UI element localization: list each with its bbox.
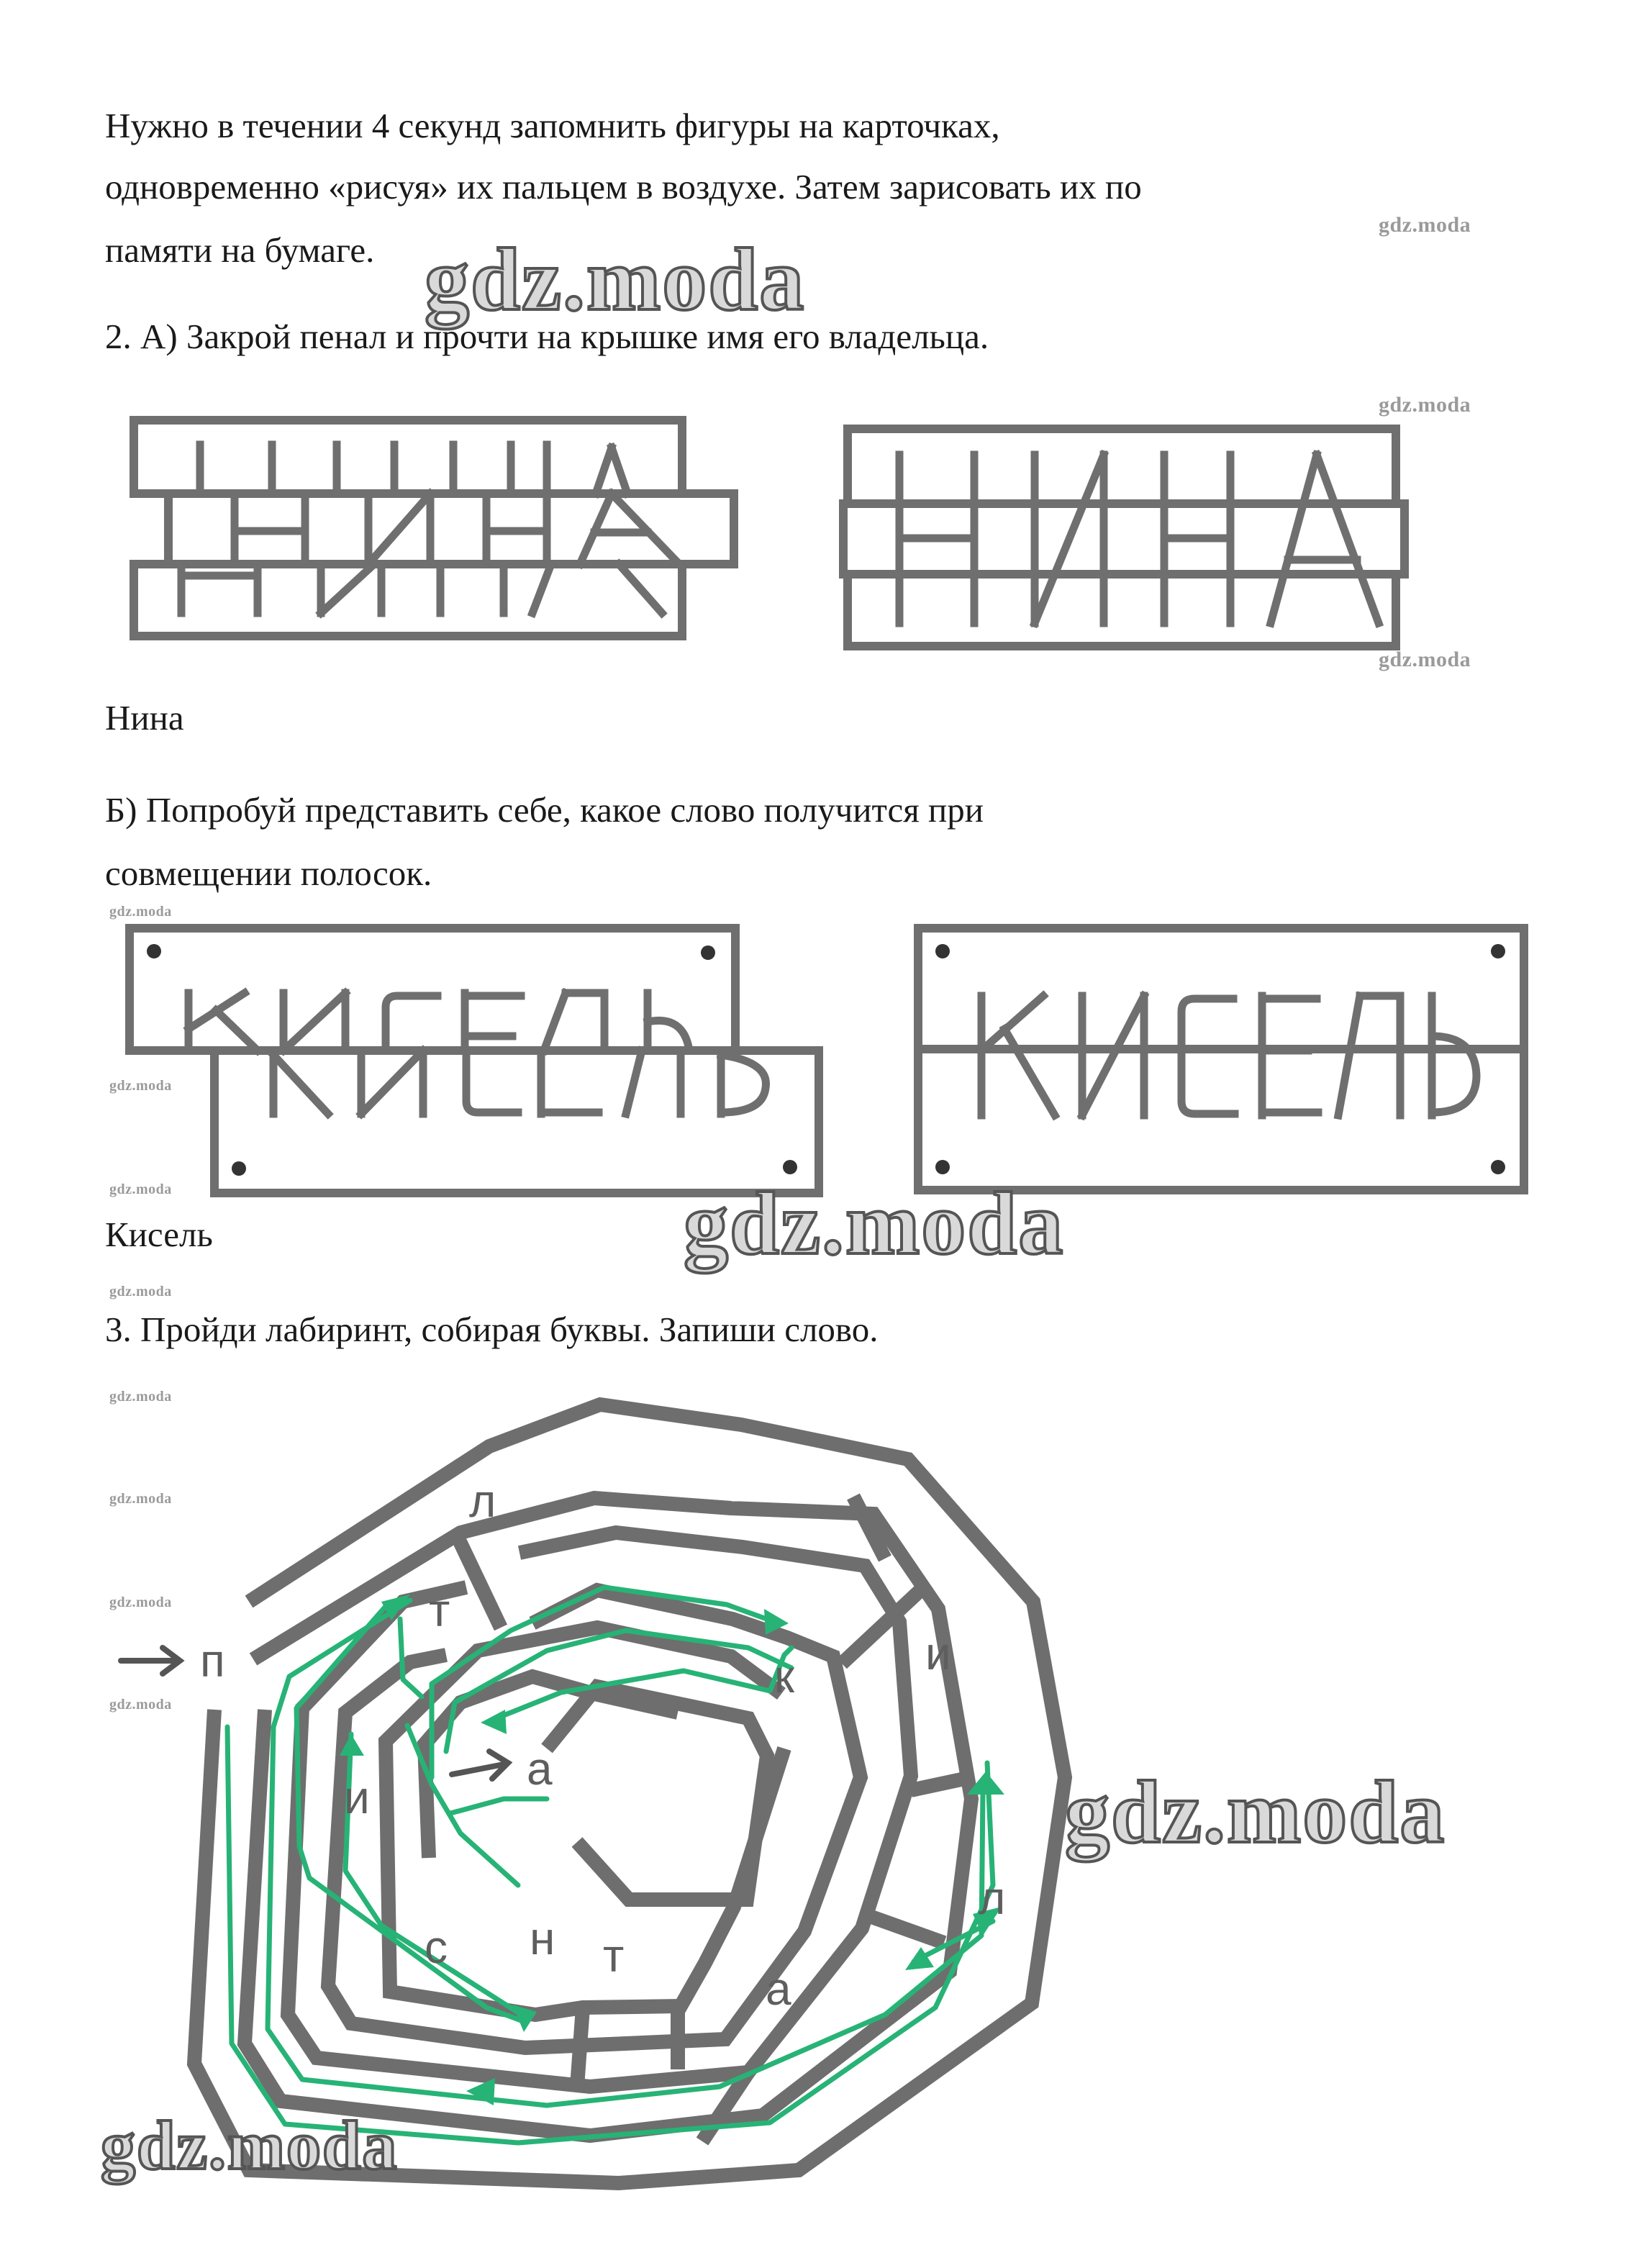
pencil-case-open (134, 420, 734, 636)
task2a-question: 2. А) Закрой пенал и прочти на крышке имя его владельца. (105, 317, 989, 356)
maze-letter-a2: а (766, 1963, 791, 2015)
maze-letter-a1: а (527, 1743, 553, 1795)
watermark: gdz.moda (109, 1389, 172, 1405)
watermark-large: gdz.moda (101, 2107, 399, 2184)
watermark: gdz.moda (109, 1697, 172, 1713)
watermark: gdz.moda (1379, 213, 1471, 237)
task1-line-2: одновременно «рисуя» их пальцем в воздухе. Затем зарисовать их по (105, 167, 1142, 207)
maze-letter-s: с (425, 1921, 448, 1973)
watermark: gdz.moda (109, 904, 172, 920)
maze-letter-t1: т (429, 1584, 450, 1636)
watermark: gdz.moda (109, 1595, 172, 1610)
maze (121, 1405, 1065, 2183)
task1-line-3: памяти на бумаге. (105, 230, 375, 270)
pencil-case-closed (843, 429, 1405, 646)
maze-letter-k: к (774, 1651, 794, 1702)
task3-question: 3. Пройди лабиринт, собирая буквы. Запиши слово. (105, 1310, 879, 1349)
maze-letter-t2: т (603, 1930, 625, 1982)
maze-letter-l2: л (979, 1872, 1006, 1924)
watermark: gdz.moda (109, 1284, 172, 1299)
watermark: gdz.moda (1379, 648, 1471, 671)
task2a-answer: Нина (105, 698, 184, 738)
watermark-large: gdz.moda (1065, 1763, 1446, 1861)
maze-letter-p: п (200, 1635, 225, 1687)
strips-offset (130, 928, 819, 1193)
watermark: gdz.moda (109, 1181, 172, 1197)
maze-letter-n: н (530, 1913, 555, 1964)
watermark-large: gdz.moda (425, 230, 806, 329)
task2b-answer: Кисель (105, 1215, 213, 1254)
task1-line-1: Нужно в течении 4 секунд запомнить фигуры на карточках, (105, 106, 1000, 145)
task2b-question-line-2: совмещении полосок. (105, 853, 432, 893)
watermark: gdz.moda (1379, 393, 1471, 417)
maze-letter-l1: л (469, 1475, 496, 1527)
task2b-question-line-1: Б) Попробуй представить себе, какое слово получится при (105, 790, 984, 830)
strips-aligned (918, 928, 1524, 1190)
maze-letter-i2: и (344, 1772, 370, 1823)
watermark: gdz.moda (109, 1491, 172, 1507)
watermark-large: gdz.moda (684, 1174, 1065, 1273)
maze-letter-i1: и (925, 1628, 951, 1679)
watermark: gdz.moda (109, 1078, 172, 1094)
